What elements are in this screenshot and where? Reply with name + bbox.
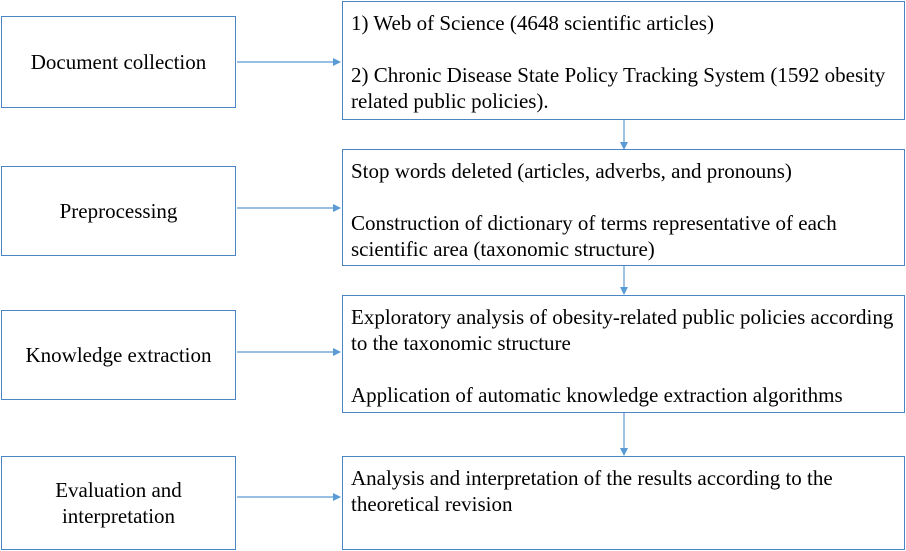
- detail-text: Construction of dictionary of terms representative of each scientific area (taxonomic structure): [351, 211, 837, 261]
- details-document-collection: [342, 1, 905, 120]
- details-evaluation-interpretation: [342, 456, 905, 550]
- details-knowledge-extraction: [342, 295, 905, 413]
- detail-text: 1) Web of Science (4648 scientific articles): [351, 11, 714, 35]
- stage-document-collection: [1, 16, 236, 108]
- stage-evaluation-interpretation: [1, 456, 236, 550]
- details-preprocessing: [342, 149, 905, 266]
- stage-label: Document collection: [30, 50, 207, 74]
- detail-text: Exploratory analysis of obesity-related public policies according to the taxonomic structure: [351, 305, 894, 355]
- detail-text: Analysis and interpretation of the results according to the theoretical revision: [351, 466, 833, 516]
- detail-text: Application of automatic knowledge extraction algorithms: [351, 383, 843, 407]
- stage-label: Preprocessing: [59, 199, 178, 223]
- stage-label: Knowledge extraction: [25, 343, 212, 367]
- stage-label: Evaluation and interpretation: [55, 478, 182, 528]
- stage-preprocessing: [1, 166, 236, 256]
- stage-knowledge-extraction: [1, 310, 236, 400]
- detail-text: 2) Chronic Disease State Policy Tracking System (1592 obesity related public policies).: [351, 63, 886, 113]
- detail-text: Stop words deleted (articles, adverbs, and pronouns): [351, 159, 792, 183]
